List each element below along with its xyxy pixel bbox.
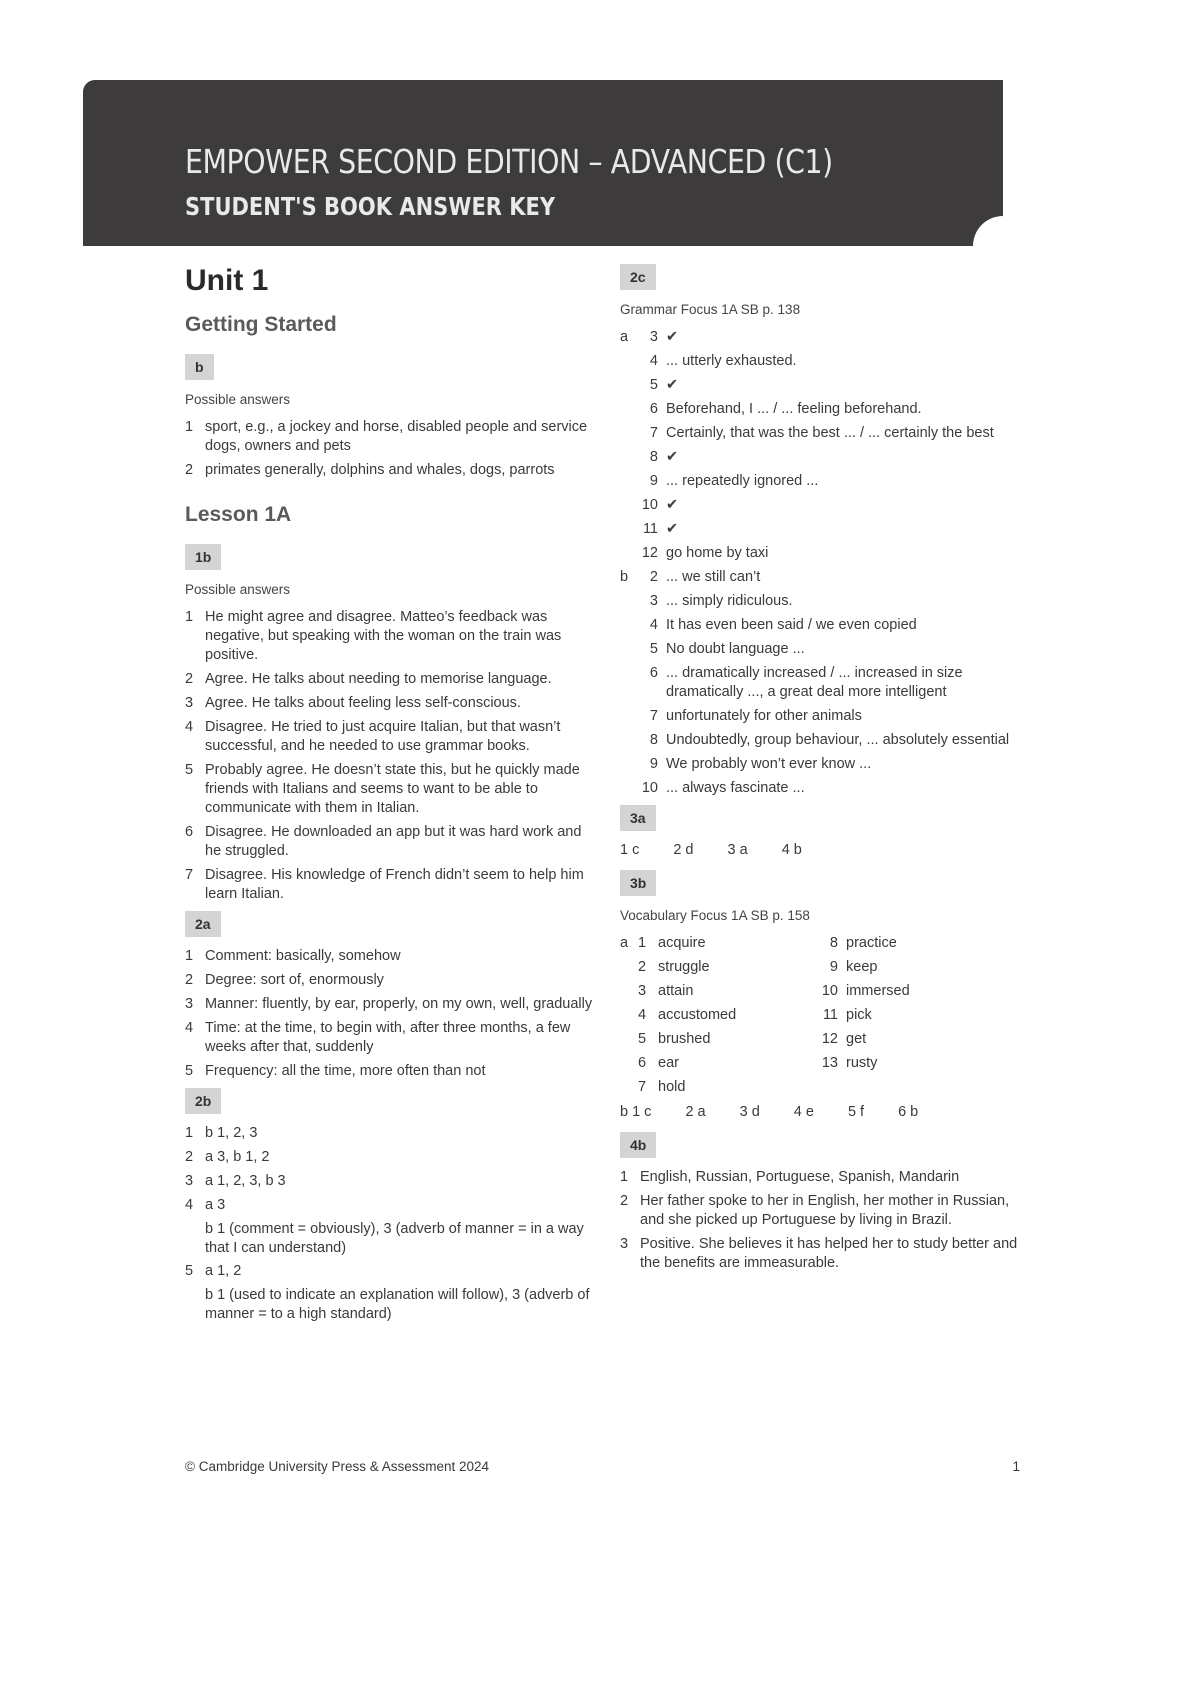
answer-list-4b — [620, 1168, 1020, 1273]
page-number: 1 — [1012, 1459, 1020, 1474]
section-heading-getting-started: Getting Started — [185, 313, 337, 336]
answer-list-2c-b — [620, 568, 1020, 798]
list-item: 9 We probably won’t ever know ... — [649, 756, 872, 772]
copyright-text: © Cambridge University Press & Assessment 2024 — [185, 1459, 490, 1474]
list-item: 6 ... dramatically increased / ... increased in size dramatically ..., a great deal more intelligent — [649, 665, 963, 700]
exercise-tag-b: b — [185, 354, 214, 380]
list-item: 3 Manner: fluently, by ear, properly, on my own, well, gradually — [185, 996, 593, 1012]
exercise-caption: Grammar Focus 1A SB p. 138 — [620, 302, 801, 317]
list-item: 4 a 3 — [185, 1197, 226, 1213]
list-item: 12 go home by taxi — [641, 545, 769, 561]
exercise-tag-2b: 2b — [185, 1088, 221, 1114]
list-item: 3 ... simply ridiculous. — [649, 593, 793, 609]
list-item: 5 Frequency: all the time, more often than not — [185, 1063, 486, 1079]
list-item: 7 unfortunately for other animals — [649, 708, 862, 724]
exercise-caption: Possible answers — [185, 582, 291, 597]
list-item: b 2 ... we still can’t — [620, 569, 761, 585]
list-item: 2 Degree: sort of, enormously — [185, 972, 384, 988]
right-column — [620, 262, 1020, 1278]
section-heading-lesson: Lesson 1A — [185, 503, 292, 526]
list-item: 1 English, Russian, Portuguese, Spanish, Mandarin — [620, 1169, 960, 1185]
list-item: 4 Time: at the time, to begin with, after three months, a few weeks after that, suddenly — [185, 1020, 571, 1055]
list-item: 2 primates generally, dolphins and whales, dogs, parrots — [185, 462, 555, 478]
list-item: 5 ✔ — [649, 377, 679, 393]
list-item: 6 Disagree. He downloaded an app but it was hard work and he struggled. — [185, 824, 582, 859]
list-item: 1 Comment: basically, somehow — [185, 948, 401, 964]
exercise-tag-2c: 2c — [620, 264, 656, 290]
list-item: 4 It has even been said / we even copied — [649, 617, 917, 633]
list-item: 5 No doubt language ... — [649, 641, 805, 657]
list-item: 1 He might agree and disagree. Matteo’s feedback was negative, but speaking with the woman on the train was positive. — [185, 609, 562, 663]
answer-list-2b — [185, 1124, 595, 1324]
list-item: 4 ... utterly exhausted. — [649, 353, 797, 369]
list-item: 7 Disagree. His knowledge of French didn’t seem to help him learn Italian. — [185, 867, 584, 902]
list-item: 5 a 1, 2 — [185, 1263, 242, 1279]
exercise-tag-3a: 3a — [620, 805, 656, 831]
list-item: 9 ... repeatedly ignored ... — [649, 473, 819, 489]
exercise-tag-4b: 4b — [620, 1132, 656, 1158]
list-item: 2 a 3, b 1, 2 — [185, 1149, 270, 1165]
list-item: 10 ... always fascinate ... — [641, 780, 805, 796]
list-item: 6 Beforehand, I ... / ... feeling beforehand. — [649, 401, 922, 417]
page-footer — [185, 1459, 1020, 1474]
exercise-tag-1b: 1b — [185, 544, 221, 570]
exercise-tag-3b: 3b — [620, 870, 656, 896]
list-item: 3 Positive. She believes it has helped her to study better and the benefits are immeasurable. — [620, 1236, 1018, 1271]
list-item: a 3 ✔ — [620, 329, 679, 345]
list-item: 3 Agree. He talks about feeling less self-conscious. — [185, 695, 521, 711]
list-item: 1 b 1, 2, 3 — [185, 1125, 258, 1141]
answer-list-2a — [185, 947, 595, 1081]
list-subitem: b 1 (comment = obviously), 3 (adverb of manner = in a way that I can understand) — [205, 1221, 584, 1256]
answer-list-2c-a — [620, 328, 1020, 563]
document-subtitle: STUDENT'S BOOK ANSWER KEY — [185, 192, 556, 221]
list-item: 8 Undoubtedly, group behaviour, ... absolutely essential — [649, 732, 1010, 748]
list-item: 3 a 1, 2, 3, b 3 — [185, 1173, 286, 1189]
header-banner — [83, 80, 1003, 246]
list-subitem: b 1 (used to indicate an explanation will follow), 3 (adverb of manner = to a high standard) — [205, 1287, 590, 1322]
answer-row-3b-b: b 1 c 2 a 3 d 4 e 5 f 6 b — [620, 1104, 919, 1120]
document-title: EMPOWER SECOND EDITION – ADVANCED (C1) — [185, 142, 833, 181]
list-item: 7 Certainly, that was the best ... / ... certainly the best — [649, 425, 994, 441]
answer-list-1b — [185, 608, 595, 904]
exercise-caption: Possible answers — [185, 392, 291, 407]
list-item: 4 Disagree. He tried to just acquire Italian, but that wasn’t successful, and he needed to use grammar books. — [185, 719, 561, 754]
exercise-tag-2a: 2a — [185, 911, 221, 937]
vocab-grid-3b: a 1 acquire 8 practice 2 struggle 9 keep 3 attain 10 immersed 4 accustomed 11 pick 5 brushed 12 get 6 ear 13 rusty 7 hold — [620, 935, 910, 1095]
list-item: 2 Her father spoke to her in English, her mother in Russian, and she picked up Portuguese by living in Brazil. — [620, 1193, 1010, 1228]
unit-heading: Unit 1 — [185, 264, 269, 297]
list-item: 5 Probably agree. He doesn’t state this, but he quickly made friends with Italians and seems to want to be able to communicate with them in Italian. — [185, 762, 580, 816]
list-item: 10 ✔ — [641, 497, 679, 513]
list-item: 11 ✔ — [642, 521, 679, 537]
list-item: 8 ✔ — [649, 449, 679, 465]
left-column — [185, 262, 595, 1328]
list-item: 1 sport, e.g., a jockey and horse, disabled people and service dogs, owners and pets — [185, 419, 588, 454]
exercise-caption: Vocabulary Focus 1A SB p. 158 — [620, 908, 810, 923]
answer-row-3a: 1 c 2 d 3 a 4 b — [620, 842, 802, 858]
answer-list-b — [185, 418, 595, 480]
list-item: 2 Agree. He talks about needing to memorise language. — [185, 671, 552, 687]
